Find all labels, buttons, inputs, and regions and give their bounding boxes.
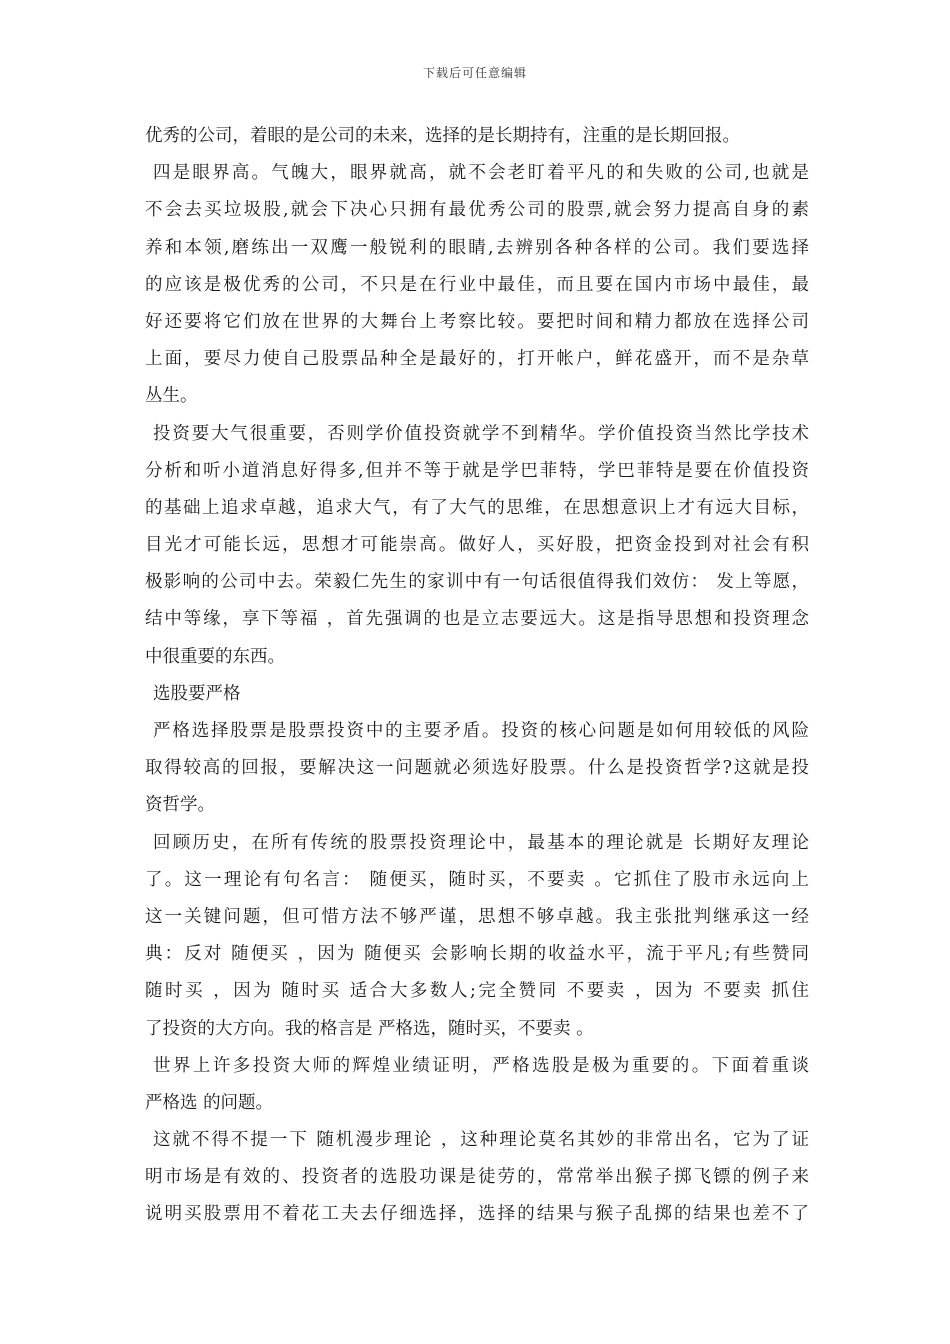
text-line: 世界上许多投资大师的辉煌业绩证明，严格选股是极为重要的。下面着重谈: [153, 1055, 809, 1076]
text-line: 回顾历史，在所有传统的股票投资理论中，最基本的理论就是 长期好友理论: [153, 832, 809, 853]
text-line: 极影响的公司中去。荣毅仁先生的家训中有一句话很值得我们效仿： 发上等愿，: [145, 572, 809, 593]
text-line: 结中等缘，享下等福 ，首先强调的也是立志要远大。这是指导思想和投资理念: [145, 609, 809, 630]
text-line: 丛生。: [145, 386, 198, 407]
text-line: 典：反对 随便买 ，因为 随便买 会影响长期的收益水平，流于平凡;有些赞同: [145, 944, 809, 965]
text-line: 分析和听小道消息好得多,但并不等于就是学巴菲特，学巴菲特是要在价值投资: [145, 460, 809, 481]
text-line: 严格选 的问题。: [145, 1092, 274, 1113]
text-line: 明市场是有效的、投资者的选股功课是徒劳的，常常举出猴子掷飞镖的例子来: [145, 1167, 809, 1188]
document-body: [145, 118, 809, 1234]
page-header: 下载后可任意编辑: [422, 66, 527, 80]
text-line: 说明买股票用不着花工夫去仔细选择，选择的结果与猴子乱掷的结果也差不了: [145, 1204, 809, 1225]
text-line: 上面，要尽力使自己股票品种全是最好的，打开帐户，鲜花盛开，而不是杂草: [145, 349, 809, 370]
text-line: 选股要严格: [153, 683, 241, 704]
text-line: 不会去买垃圾股,就会下决心只拥有最优秀公司的股票,就会努力提高自身的素: [145, 200, 809, 221]
text-line: 资哲学。: [145, 795, 215, 816]
text-line: 目光才可能长远，思想才可能崇高。做好人，买好股，把资金投到对社会有积: [145, 535, 809, 556]
text-line: 这就不得不提一下 随机漫步理论 ，这种理论莫名其妙的非常出名，它为了证: [153, 1130, 809, 1151]
text-line: 了。这一理论有句名言： 随便买，随时买，不要卖 。它抓住了股市永远向上: [145, 869, 809, 890]
text-line: 四是眼界高。气魄大，眼界就高，就不会老盯着平凡的和失败的公司,也就是: [153, 163, 809, 184]
text-line: 养和本领,磨练出一双鹰一般锐利的眼睛,去辨别各种各样的公司。我们要选择: [145, 237, 809, 258]
text-line: 取得较高的回报，要解决这一问题就必须选好股票。什么是投资哲学?这就是投: [145, 758, 809, 779]
text-line: 的基础上追求卓越，追求大气，有了大气的思维，在思想意识上才有远大目标，: [145, 497, 809, 518]
text-line: 随时买 ，因为 随时买 适合大多数人;完全赞同 不要卖 ，因为 不要卖 抓住: [145, 981, 809, 1002]
text-line: 投资要大气很重要，否则学价值投资就学不到精华。学价值投资当然比学技术: [153, 423, 809, 444]
text-line: 好还要将它们放在世界的大舞台上考察比较。要把时间和精力都放在选择公司: [145, 311, 809, 332]
text-line: 优秀的公司，着眼的是公司的未来，选择的是长期持有，注重的是长期回报。: [145, 126, 740, 146]
text-line: 中很重要的东西。: [145, 646, 285, 667]
text-line: 的应该是极优秀的公司，不只是在行业中最佳，而且要在国内市场中最佳，最: [145, 274, 809, 295]
text-line: 这一关键问题，但可惜方法不够严谨，思想不够卓越。我主张批判继承这一经: [145, 906, 809, 927]
text-line: 了投资的大方向。我的格言是 严格选，随时买，不要卖 。: [145, 1018, 594, 1039]
text-line: 严格选择股票是股票投资中的主要矛盾。投资的核心问题是如何用较低的风险: [153, 721, 809, 741]
